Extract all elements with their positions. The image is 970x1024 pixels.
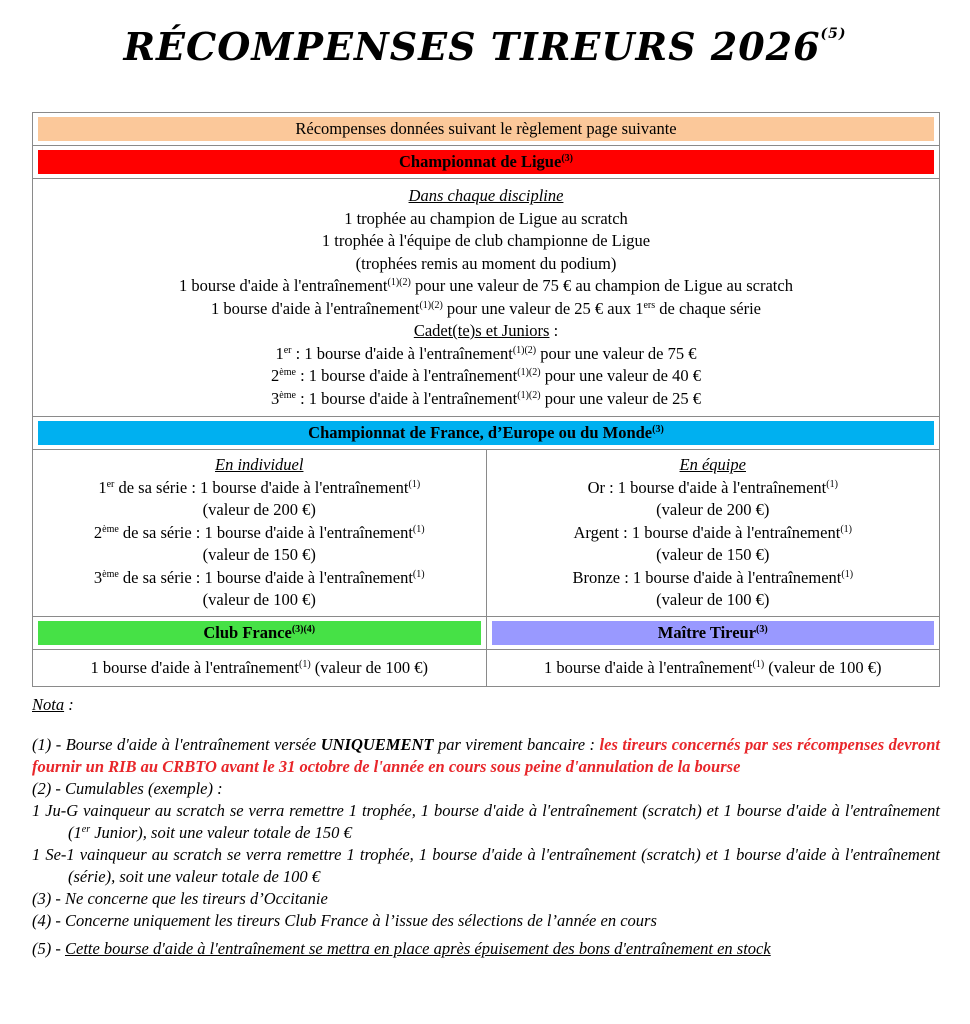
- equipe-column: [486, 450, 940, 616]
- equipe-line: [492, 567, 935, 590]
- notes-heading: Nota: [32, 695, 65, 714]
- individuel-footnote: (1): [412, 523, 425, 535]
- notes-spacer: [32, 716, 940, 734]
- club-france-header-cell: [33, 617, 486, 649]
- maitre-tireur-header-text: Maître Tireur: [657, 622, 757, 642]
- equipe-heading: En équipe: [679, 455, 746, 474]
- note-2-example-2: 1 Se-1 vainqueur au scratch se verra remettre 1 trophée, 1 bourse d'aide à l'entraînement (scratch) et 1 bourse d'aide à l'entraînement (série), soit une valeur totale de 100 €: [32, 845, 940, 886]
- france-header-text: Championnat de France, d’Europe ou du Monde: [308, 423, 653, 442]
- ligue-body: [33, 178, 939, 416]
- cadets-colon: :: [549, 321, 559, 340]
- equipe-footnote: (1): [826, 478, 838, 490]
- individuel-text: de sa série : 1 bourse d'aide à l'entraînement: [114, 477, 409, 497]
- note-4: (4) - Concerne uniquement les tireurs Club France à l’issue des sélections de l’année en cours: [32, 911, 657, 930]
- equipe-text: Argent : 1 bourse d'aide à l'entraînement: [573, 522, 841, 542]
- place-line: [38, 365, 934, 388]
- individuel-value: (valeur de 200 €): [202, 500, 316, 519]
- maitre-tireur-text-b: (valeur de 100 €): [764, 657, 882, 677]
- place-rank: 2: [271, 366, 280, 385]
- individuel-text: de sa série : 1 bourse d'aide à l'entraînement: [118, 567, 413, 587]
- bourse-line-2-b: pour une valeur de 25 € aux 1: [442, 298, 644, 318]
- place-text-a: : 1 bourse d'aide à l'entraînement: [295, 366, 518, 385]
- bourse-line-1-footnote: (1)(2): [387, 277, 411, 288]
- equipe-text: Bronze : 1 bourse d'aide à l'entraînement: [572, 567, 842, 587]
- bourse-line-2: [38, 298, 934, 321]
- trophy-note: (trophées remis au moment du podium): [355, 253, 617, 273]
- place-footnote: (1)(2): [517, 367, 541, 378]
- example-1-ordinal: er: [81, 824, 91, 835]
- trophy-line-1: 1 trophée au champion de Ligue au scratch: [344, 208, 628, 228]
- place-text-a: : 1 bourse d'aide à l'entraînement: [291, 343, 513, 363]
- individuel-rank: 1: [98, 477, 107, 497]
- page-title: [0, 24, 970, 69]
- place-rank-ordinal: ème: [279, 367, 296, 378]
- equipe-text: Or : 1 bourse d'aide à l'entraînement: [587, 477, 827, 497]
- club-france-header-text: Club France: [203, 622, 292, 642]
- place-line: [38, 343, 934, 366]
- note-5-underlined: Cette bourse d'aide à l'entraînement se mettra en place après épuisement des bons d'entraînement en stock: [64, 939, 771, 958]
- maitre-tireur-body: [486, 650, 940, 687]
- club-france-header-footnote: (3)(4): [291, 623, 316, 635]
- individuel-rank-ordinal: er: [106, 478, 115, 490]
- trophy-line-2: 1 trophée à l'équipe de club championne de Ligue: [321, 231, 651, 250]
- equipe-value: (valeur de 100 €): [656, 590, 770, 609]
- individuel-column: [33, 450, 486, 616]
- maitre-tireur-header-cell: [486, 617, 940, 649]
- individuel-text: de sa série : 1 bourse d'aide à l'entraînement: [118, 522, 413, 542]
- cadets-heading-line: [38, 320, 934, 343]
- individuel-footnote: (1): [412, 568, 425, 580]
- france-header-row: [33, 416, 939, 449]
- club-france-text-a: 1 bourse d'aide à l'entraînement: [90, 657, 299, 677]
- bourse-line-1-b: pour une valeur de 75 € au champion de Ligue au scratch: [410, 276, 793, 295]
- place-text-b: pour une valeur de 75 €: [536, 343, 697, 363]
- equipe-value: (valeur de 150 €): [656, 545, 770, 564]
- page-title-text: RÉCOMPENSES TIREURS 2026: [123, 24, 821, 69]
- notes-heading-line: [32, 694, 940, 716]
- notes-section: [32, 694, 940, 960]
- note-1-b: par virement bancaire :: [433, 735, 600, 754]
- france-header-footnote: (3): [652, 424, 664, 435]
- note-1: [32, 734, 940, 778]
- note-1-bold: UNIQUEMENT: [320, 735, 434, 754]
- note-1-red: les tireurs concernés par ses récompenses devront fournir un RIB au CRBTO avant le 31 octobre de l'année en cours sous peine d'annulation de la bourse: [32, 735, 940, 776]
- place-footnote: (1)(2): [512, 344, 537, 356]
- club-france-text-b: (valeur de 100 €): [310, 657, 428, 677]
- page-title-footnote: (5): [820, 26, 847, 42]
- france-header: [38, 421, 934, 445]
- place-text-b: pour une valeur de 40 €: [540, 366, 701, 385]
- place-rank: 3: [271, 388, 280, 408]
- individuel-line: [38, 567, 481, 590]
- equipe-line: [492, 522, 935, 545]
- ligue-header: [38, 150, 934, 174]
- individuel-line: [38, 522, 481, 545]
- cadets-heading: Cadet(te)s et Juniors: [413, 321, 550, 340]
- note-2: (2) - Cumulables (exemple) :: [32, 779, 223, 798]
- club-maitre-body-row: [33, 649, 939, 687]
- bourse-line-2-ordinal: ers: [643, 299, 656, 311]
- discipline-heading: Dans chaque discipline: [408, 186, 564, 205]
- notes-heading-colon: :: [64, 695, 74, 714]
- bourse-line-2-c: de chaque série: [655, 298, 761, 318]
- ligue-header-footnote: (3): [561, 153, 573, 164]
- bourse-line-1-a: 1 bourse d'aide à l'entraînement: [179, 276, 388, 295]
- individuel-rank-ordinal: ème: [102, 523, 119, 535]
- maitre-tireur-header-footnote: (3): [756, 623, 768, 635]
- individuel-heading: En individuel: [215, 455, 304, 474]
- individuel-value: (valeur de 100 €): [202, 590, 316, 609]
- equipe-footnote: (1): [840, 523, 852, 535]
- bourse-line-2-footnote: (1)(2): [419, 299, 443, 311]
- place-rank-ordinal: ème: [279, 389, 296, 401]
- club-france-footnote: (1): [298, 658, 311, 670]
- note-2-example-1: [32, 800, 940, 844]
- individuel-line: [38, 477, 481, 500]
- maitre-tireur-header: [492, 621, 935, 645]
- intro-band: Récompenses données suivant le règlement page suivante: [38, 117, 934, 141]
- equipe-value: (valeur de 200 €): [656, 500, 770, 519]
- bourse-line-1: [38, 275, 934, 298]
- maitre-tireur-footnote: (1): [752, 658, 765, 670]
- equipe-line: [492, 477, 935, 500]
- place-text-a: : 1 bourse d'aide à l'entraînement: [295, 388, 518, 408]
- club-france-body: [33, 650, 486, 687]
- club-maitre-header-row: [33, 616, 939, 649]
- ligue-header-row: [33, 145, 939, 178]
- rewards-table: [32, 112, 940, 687]
- equipe-footnote: (1): [841, 568, 854, 580]
- place-footnote: (1)(2): [517, 389, 541, 401]
- individuel-footnote: (1): [408, 478, 421, 490]
- place-line: [38, 388, 934, 411]
- club-france-header: [38, 621, 481, 645]
- individuel-rank-ordinal: ème: [102, 568, 119, 580]
- example-1-a: 1 Ju-G vainqueur au scratch se verra remettre 1 trophée, 1 bourse d'aide à l'entraînement (scratch) et 1 bourse d'aide à l'entraînement (1: [32, 801, 940, 842]
- individuel-rank: 3: [93, 567, 103, 587]
- place-text-b: pour une valeur de 25 €: [540, 388, 701, 408]
- note-5-a: (5) -: [32, 939, 65, 958]
- place-rank-ordinal: er: [283, 344, 292, 356]
- note-1-a: (1) - Bourse d'aide à l'entraînement versée: [32, 735, 321, 754]
- ligue-header-text: Championnat de Ligue: [399, 152, 562, 171]
- maitre-tireur-text-a: 1 bourse d'aide à l'entraînement: [544, 657, 753, 677]
- intro-row: [33, 113, 939, 145]
- place-rank: 1: [275, 343, 284, 363]
- note-3: (3) - Ne concerne que les tireurs d’Occitanie: [32, 889, 328, 908]
- individuel-rank: 2: [93, 522, 103, 542]
- individuel-value: (valeur de 150 €): [202, 545, 316, 564]
- example-1-b: Junior), soit une valeur totale de 150 €: [90, 823, 352, 842]
- note-5: [32, 938, 940, 960]
- france-body: [33, 449, 939, 616]
- bourse-line-2-a: 1 bourse d'aide à l'entraînement: [211, 298, 420, 318]
